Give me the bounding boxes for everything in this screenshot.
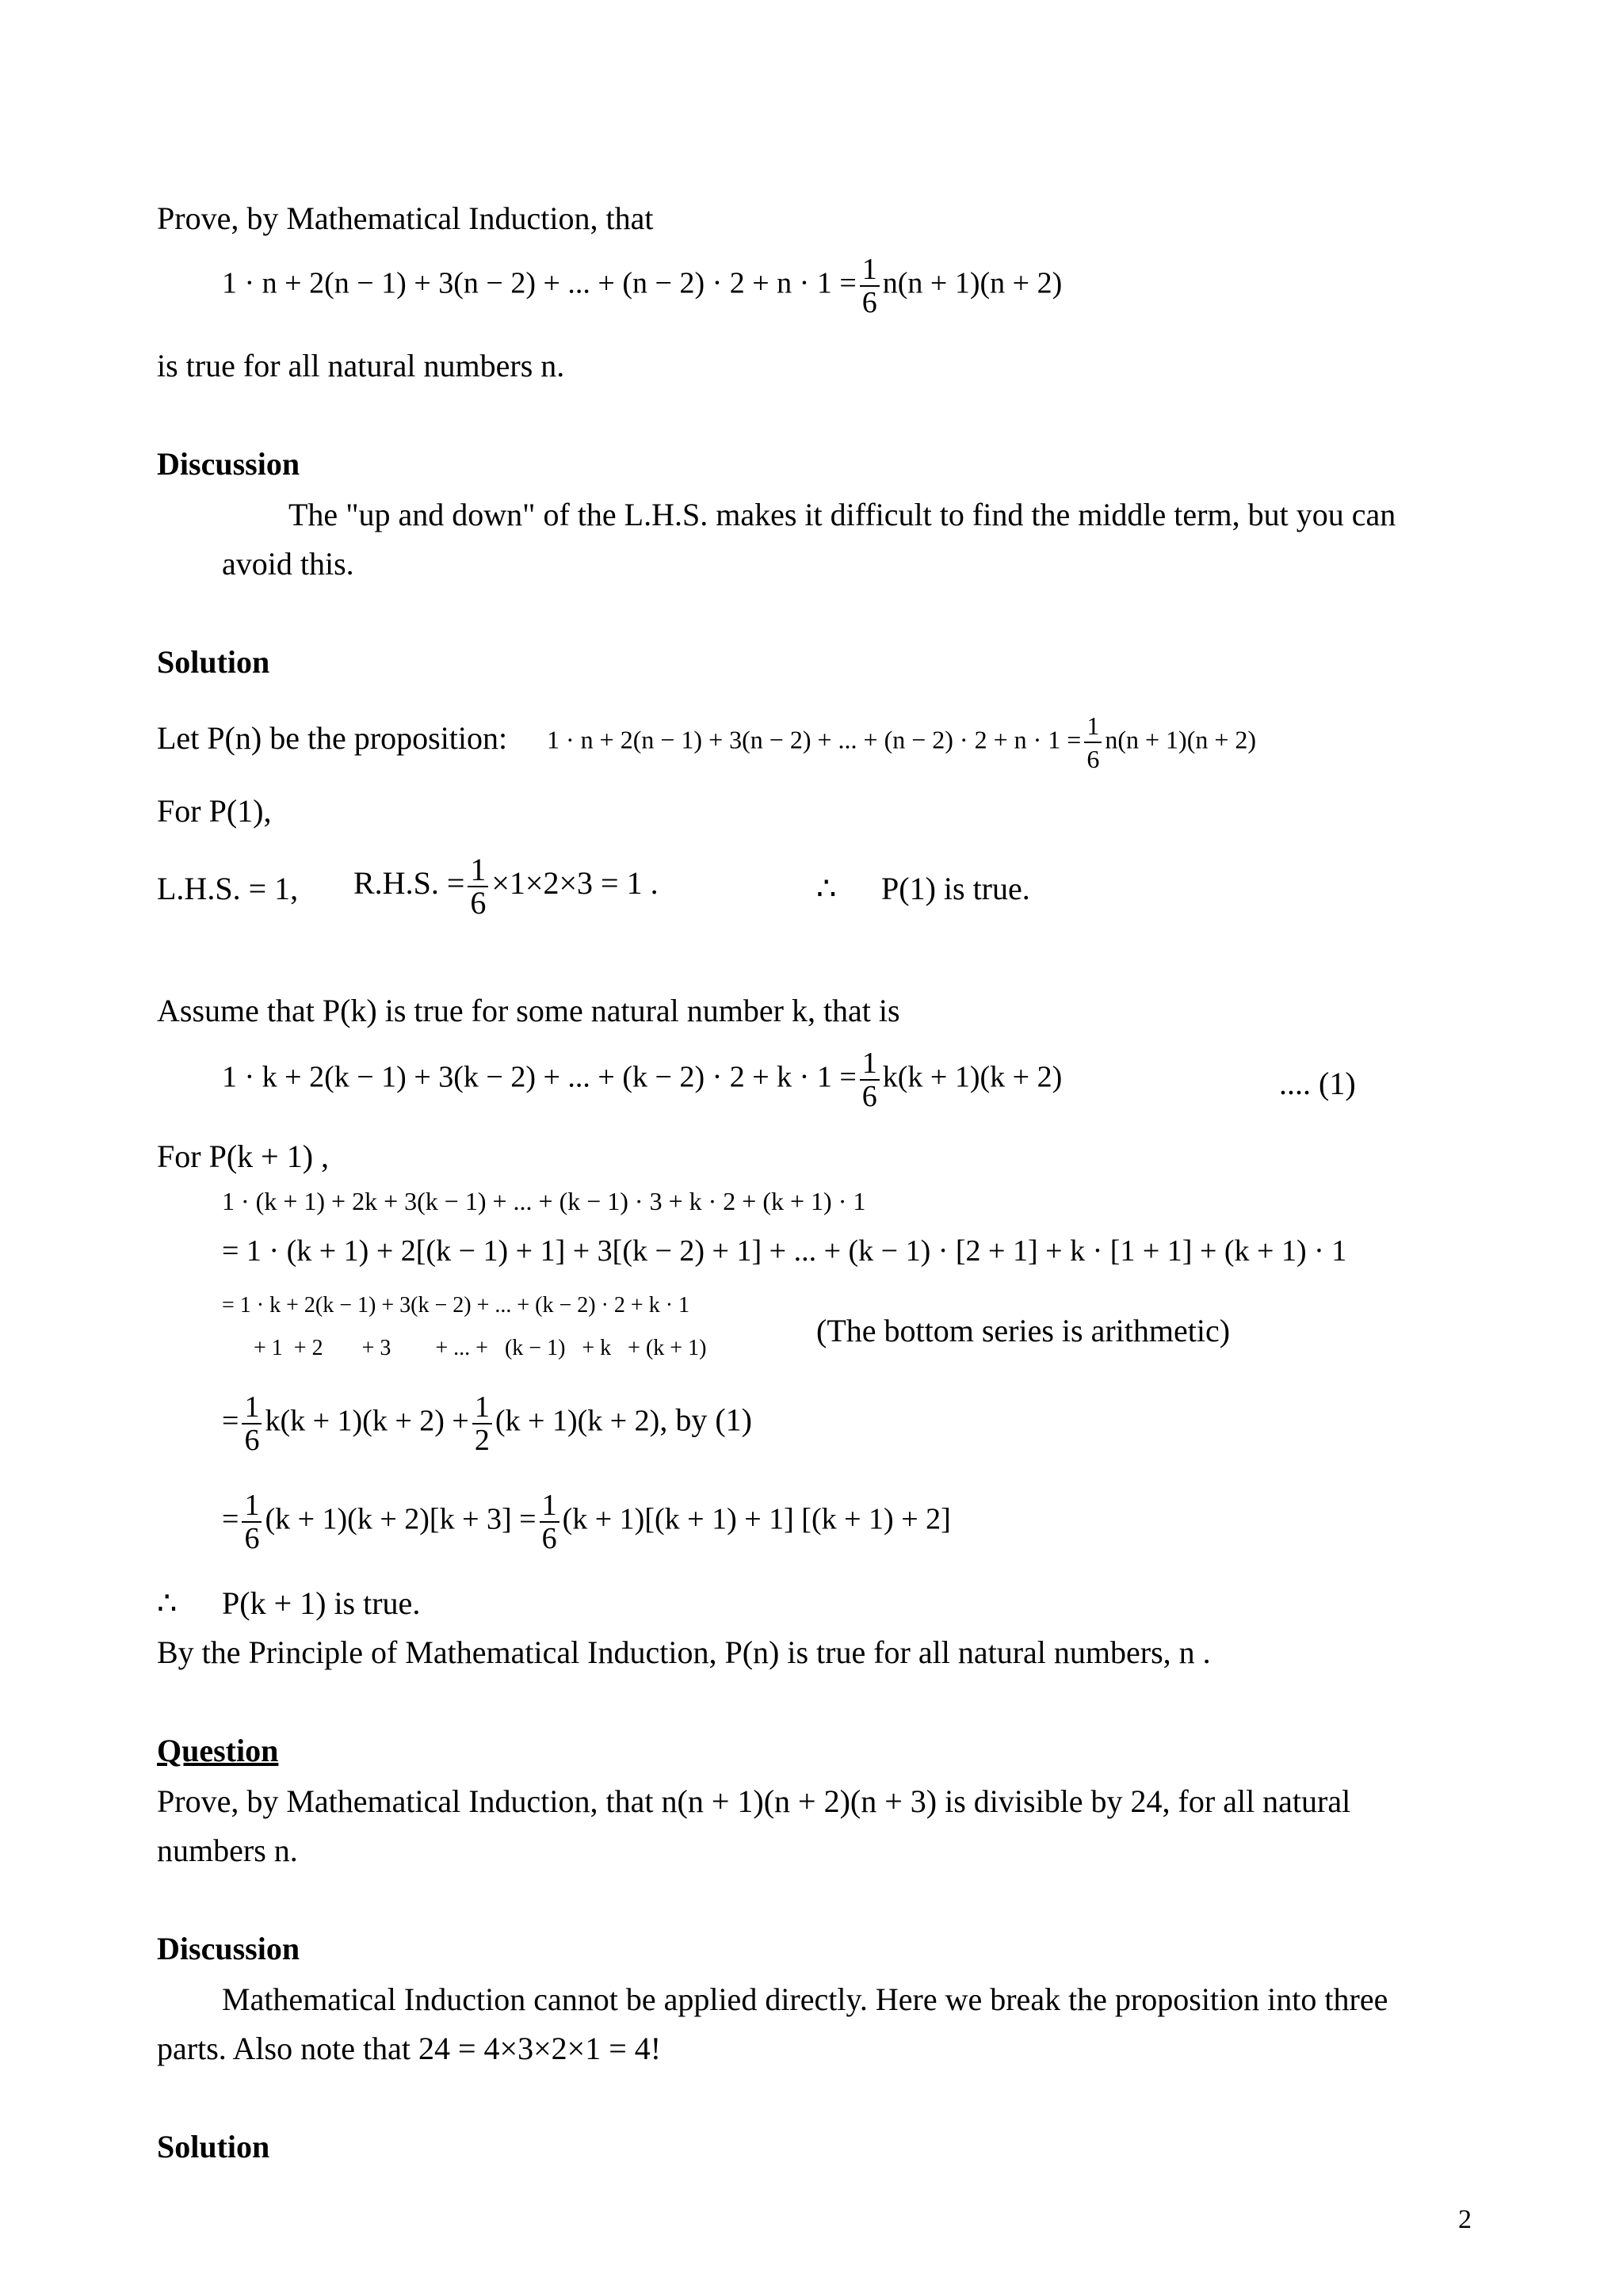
problem-outro: is true for all natural numbers n.: [157, 348, 565, 383]
for-pk1: For P(k + 1) ,: [157, 1138, 330, 1174]
fraction: $\frac{1}{6}$: [242, 1489, 262, 1554]
problem-intro: Prove, by Mathematical Induction, that: [157, 200, 654, 236]
step-3-bottom: + 1 + 2 + 3 + ... + (k − 1) + k + (k + 1): [254, 1336, 707, 1360]
therefore-symbol: ∴: [157, 1585, 178, 1621]
discussion2-line1: Mathematical Induction cannot be applied directly. Here we break the proposition into three: [222, 1981, 1388, 2017]
step-2: = 1 · (k + 1) + 2[(k − 1) + 1] + 3[(k − 2) + 1] + ... + (k − 1) · [2 + 1] + k · [1 + 1] + (k + 1) · 1: [222, 1234, 1347, 1268]
p1-true: P(1) is true.: [881, 871, 1030, 906]
discussion-heading: Discussion: [157, 446, 300, 482]
fraction: $\frac{1}{6}$: [1084, 710, 1102, 775]
rhs-value: R.H.S. = $\frac{1}{6}$ ×1×2×3 = 1 .: [353, 852, 659, 921]
induction-hypothesis-equation: 1 · k + 2(k − 1) + 3(k − 2) + ... + (k − 2) · 2 + k · 1 = $\frac{1}{6}$ k(k + 1)(k + 2): [222, 1047, 1063, 1113]
arithmetic-note: (The bottom series is arithmetic): [816, 1313, 1231, 1348]
solution-heading: Solution: [157, 644, 270, 680]
proposition-equation: 1 · n + 2(n − 1) + 3(n − 2) + ... + (n − 2) · 2 + n · 1 = $\frac{1}{6}$ n(n + 1)(n + 2): [547, 711, 1257, 773]
step-5: = $\frac{1}{6}$ (k + 1)(k + 2)[k + 3] = $\frac{1}{6}$ (k + 1)[(k + 1) + 1] [(k + 1) + 2]: [222, 1489, 951, 1555]
fraction: $\frac{1}{6}$: [540, 1489, 559, 1554]
fraction: $\frac{1}{6}$: [860, 254, 880, 318]
pk1-true: P(k + 1) is true.: [222, 1585, 421, 1621]
equation-lhs: 1 · n + 2(n − 1) + 3(n − 2) + ... + (n − 2) · 2 + n · 1 =: [222, 266, 857, 300]
equation-rhs: n(n + 1)(n + 2): [882, 266, 1063, 300]
for-p1: For P(1),: [157, 793, 272, 829]
fraction: $\frac{1}{6}$: [242, 1391, 262, 1456]
step-3-top: = 1 · k + 2(k − 1) + 3(k − 2) + ... + (k − 2) · 2 + k · 1: [222, 1293, 690, 1318]
discussion-text-line2: avoid this.: [222, 546, 354, 582]
conclusion: By the Principle of Mathematical Induction, P(n) is true for all natural numbers, n .: [157, 1634, 1211, 1670]
question-line1: Prove, by Mathematical Induction, that n(n + 1)(n + 2)(n + 3) is divisible by 24, for all natural: [157, 1783, 1351, 1819]
question-heading: Question: [157, 1733, 279, 1768]
problem-equation: [222, 254, 1062, 318]
let-proposition: Let P(n) be the proposition:: [157, 720, 508, 756]
lhs-value: L.H.S. = 1,: [157, 871, 299, 906]
discussion-text-line1: The "up and down" of the L.H.S. makes it difficult to find the middle term, but you can: [288, 497, 1396, 532]
question-line2: numbers n.: [157, 1833, 298, 1868]
therefore-symbol: ∴: [816, 871, 837, 906]
fraction: $\frac{1}{2}$: [472, 1391, 492, 1456]
equation-number: .... (1): [1279, 1066, 1356, 1101]
discussion-heading-2: Discussion: [157, 1931, 300, 1966]
fraction: $\frac{1}{6}$: [468, 854, 488, 919]
solution-heading-2: Solution: [157, 2129, 270, 2164]
page-number: 2: [1458, 2205, 1472, 2234]
fraction: $\frac{1}{6}$: [860, 1047, 880, 1112]
step-1: 1 · (k + 1) + 2k + 3(k − 1) + ... + (k − 1) · 3 + k · 2 + (k + 1) · 1: [222, 1187, 866, 1215]
discussion2-line2: parts. Also note that 24 = 4×3×2×1 = 4!: [157, 2031, 662, 2066]
step-4: = $\frac{1}{6}$ k(k + 1)(k + 2) + $\frac{1}{2}$ (k + 1)(k + 2), by (1): [222, 1390, 752, 1457]
assume-text: Assume that P(k) is true for some natural number k, that is: [157, 993, 900, 1028]
